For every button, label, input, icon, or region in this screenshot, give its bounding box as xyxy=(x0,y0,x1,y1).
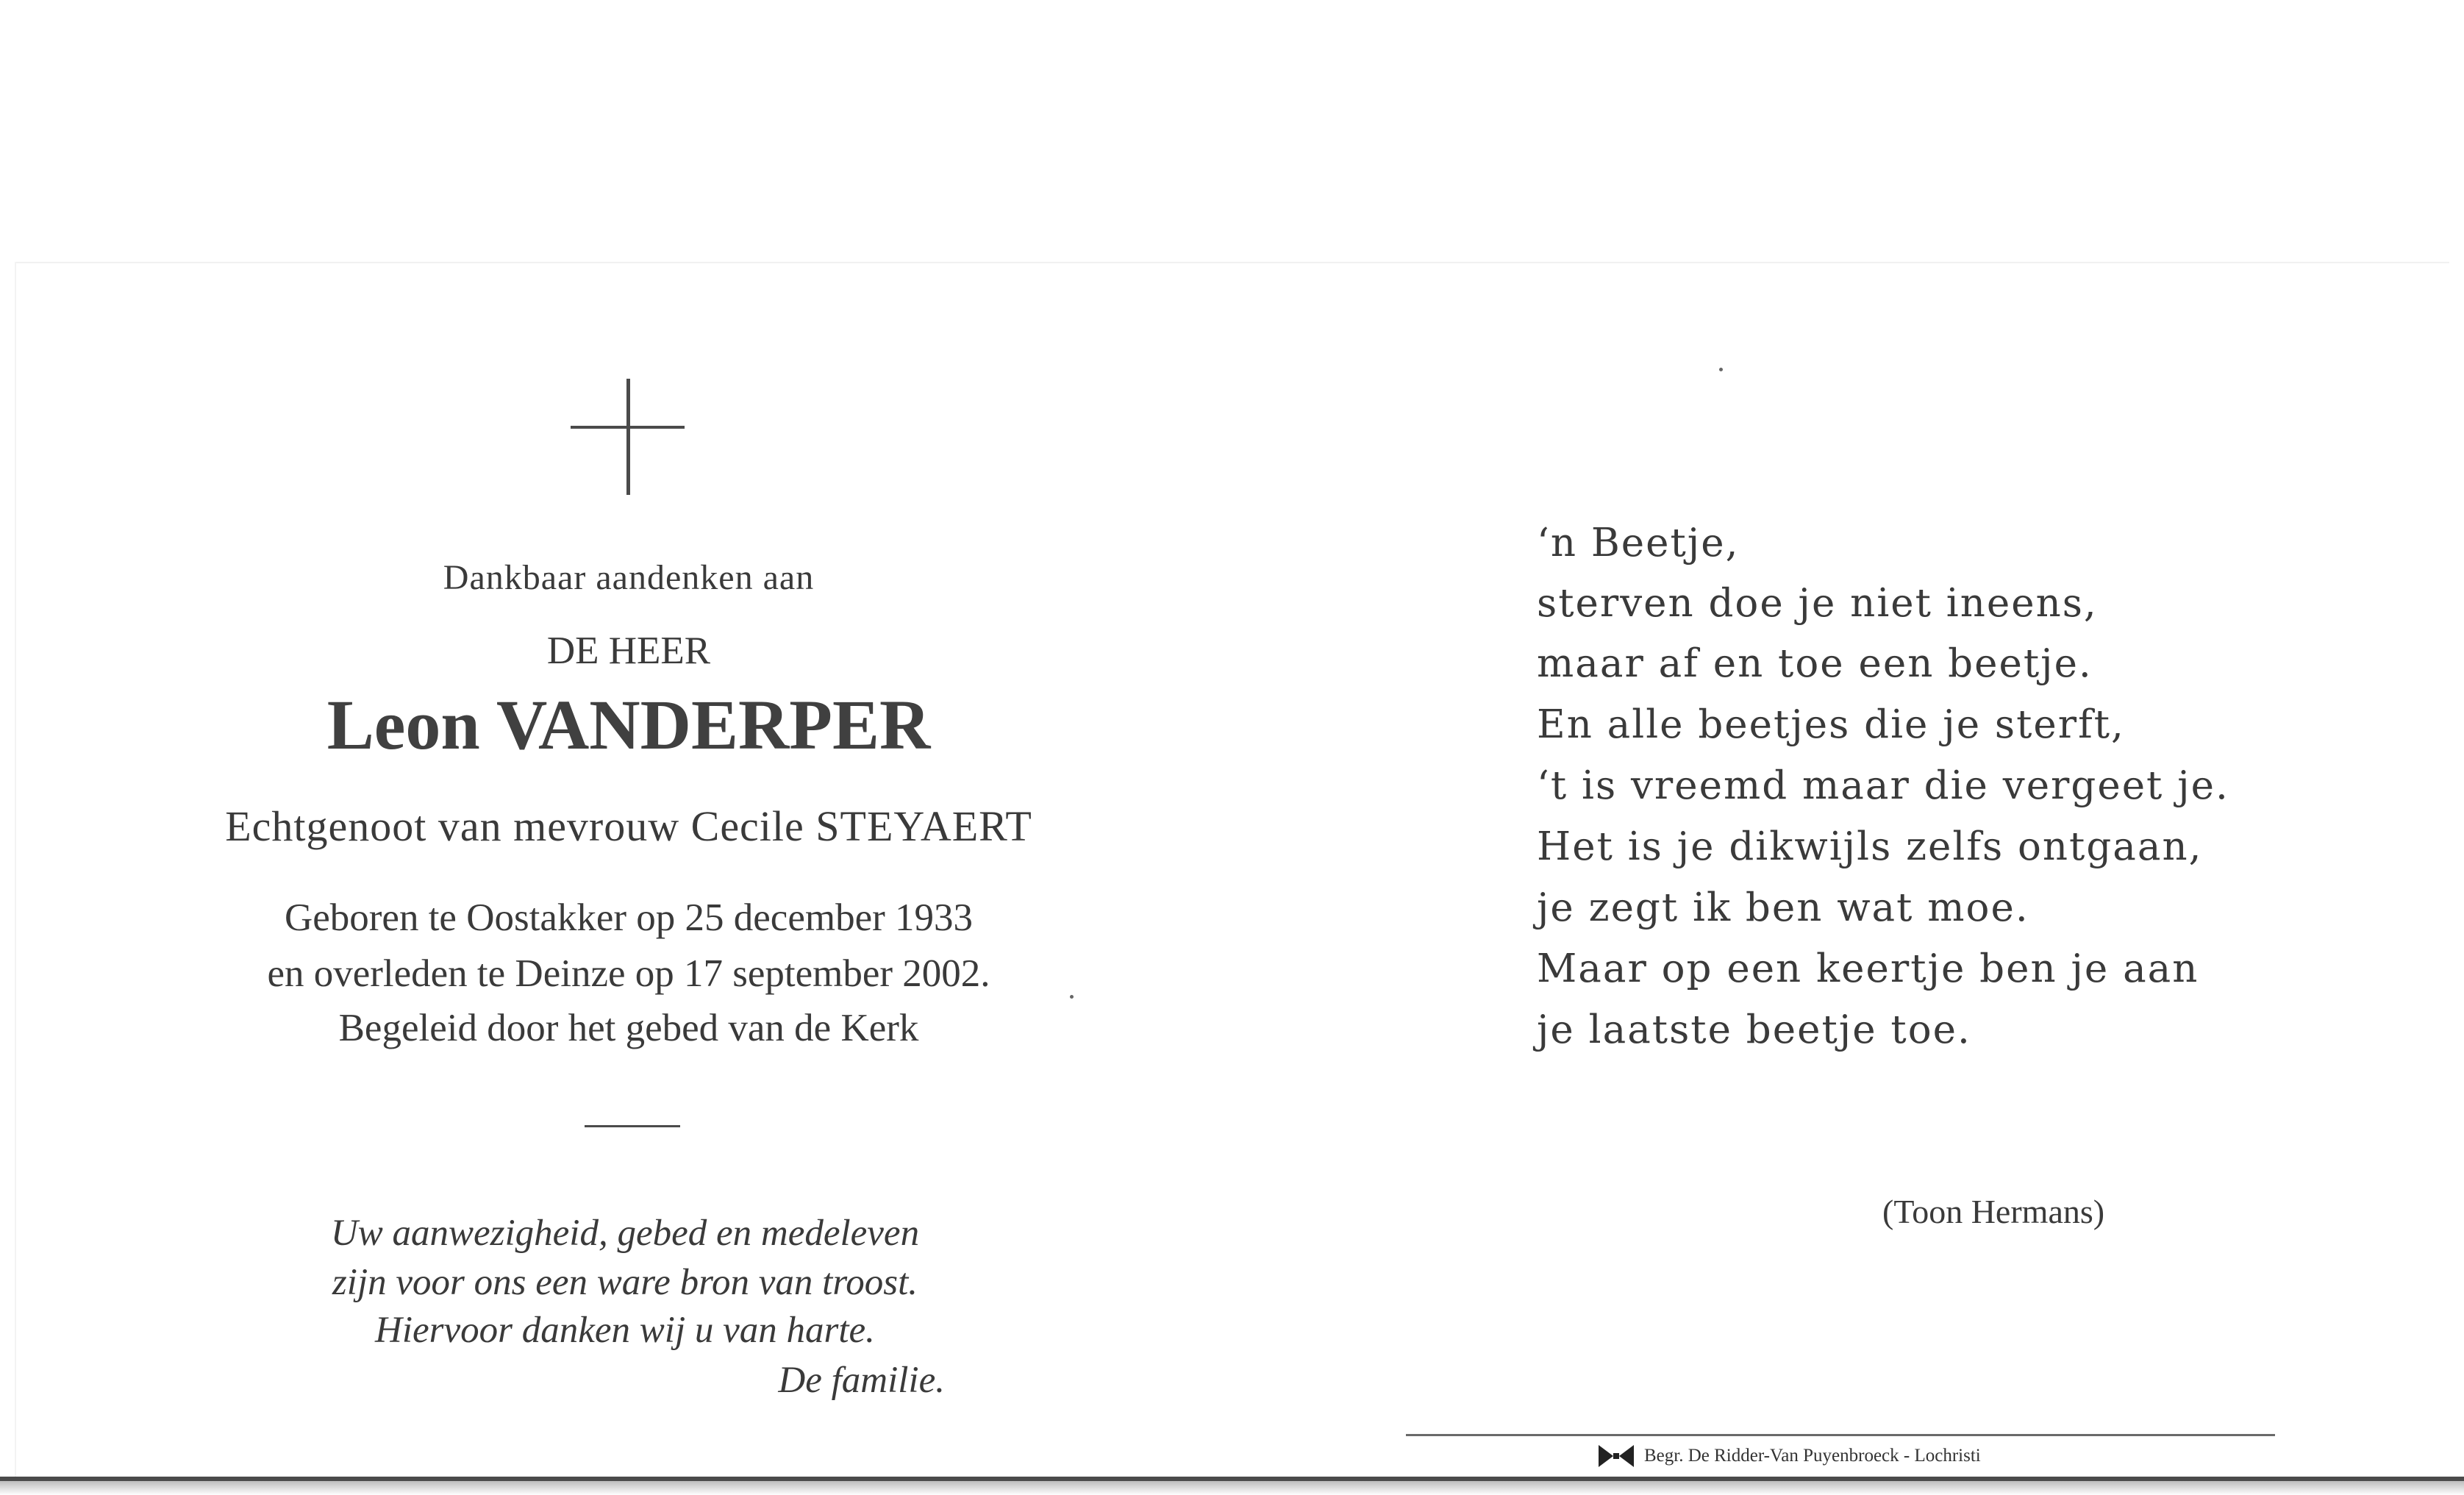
poem-author: (Toon Hermans) xyxy=(1882,1193,2105,1230)
family-signature: De familie. xyxy=(778,1360,945,1401)
card-top-edge xyxy=(15,262,2449,263)
poem-line: je laatste beetje toe. xyxy=(1537,1007,1971,1052)
poem-line: ‘t is vreemd maar die vergeet je. xyxy=(1537,763,2229,808)
paper-speck xyxy=(1719,368,1723,371)
printer-logo-icon xyxy=(1597,1442,1635,1470)
birth-line: Geboren te Oostakker op 25 december 1933 xyxy=(284,896,973,939)
deceased-name: Leon VANDERPER xyxy=(326,685,931,764)
separator xyxy=(585,1125,680,1127)
printer-credit: Begr. De Ridder-Van Puyenbroeck - Lochristi xyxy=(1644,1446,1981,1466)
card-left-edge xyxy=(15,262,16,1479)
death-line: en overleden te Deinze op 17 september 2002. xyxy=(267,952,990,995)
poem-line: En alle beetjes die je sterft, xyxy=(1537,702,2125,747)
intro-text: Dankbaar aandenken aan xyxy=(443,558,815,597)
thanks-line: Uw aanwezigheid, gebed en medeleven xyxy=(330,1213,920,1254)
thanks-line: zijn voor ons een ware bron van troost. xyxy=(332,1262,918,1303)
poem-line: je zegt ik ben wat moe. xyxy=(1537,885,2029,930)
honorific: DE HEER xyxy=(546,629,711,672)
poem-line: ‘n Beetje, xyxy=(1537,521,1740,565)
poem-line: Maar op een keertje ben je aan xyxy=(1537,946,2199,991)
footer-rule xyxy=(1406,1434,2275,1436)
paper-speck xyxy=(1070,995,1074,999)
cross-horizontal xyxy=(571,426,685,429)
poem-line: maar af en toe een beetje. xyxy=(1537,641,2093,686)
card-shadow xyxy=(0,1481,2464,1495)
thanks-line: Hiervoor danken wij u van harte. xyxy=(375,1310,875,1351)
poem-line: sterven doe je niet ineens, xyxy=(1537,581,2098,626)
spouse-line: Echtgenoot van mevrouw Cecile STEYAERT xyxy=(225,802,1032,850)
poem-line: Het is je dikwijls zelfs ontgaan, xyxy=(1537,824,2203,869)
church-line: Begeleid door het gebed van de Kerk xyxy=(338,1007,919,1049)
cross-vertical xyxy=(626,379,630,495)
